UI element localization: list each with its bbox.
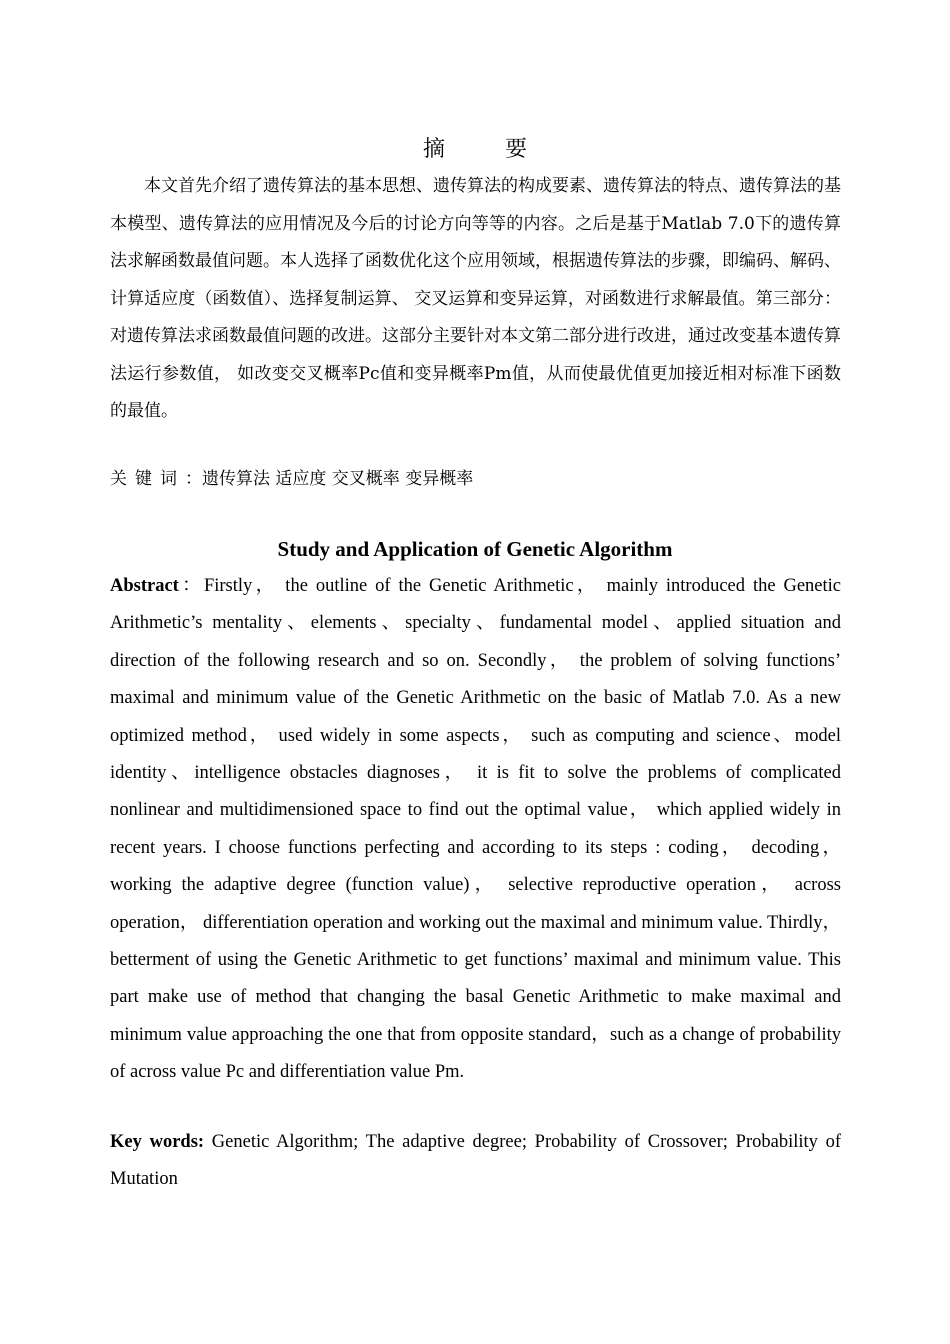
english-keywords-label: Key words: — [110, 1132, 205, 1152]
chinese-keywords — [110, 461, 841, 497]
chinese-keywords-list: 遗传算法 适应度 交叉概率 变异概率 — [202, 469, 474, 489]
english-abstract-body: Firstly， the outline of the Genetic Arithmetic， mainly introduced the Genetic Arithmetic’s mentality、elements、specialty、fundamental model、applied situation and direction of the following research and so on. Secondly， the problem of solving functions’ maximal and minimum value of the Genetic Arithmetic on the basic of Matlab 7.0. As a new optimized method， used widely in some aspects， such as computing and science、model identity、intelligence obstacles diagnoses， it is fit to solve the problems of complicated nonlinear and multidimensioned space to find out the optimal value， which applied widely in recent years. I choose functions perfecting and according to its steps : coding， decoding， working the adaptive degree (function value)， selective reproductive operation， across operation， differentiation operation and working out the maximal and minimum value. Thirdly， betterment of using the Genetic Arithmetic to get functions’ maximal and minimum value. This part make use of method that changing the basal Genetic Arithmetic to make maximal and minimum value approaching the one that from opposite standard，such as a change of probability of across value Pc and differentiation value Pm. — [110, 576, 841, 1083]
english-title: Study and Application of Genetic Algorithm — [277, 537, 673, 561]
chinese-keywords-label: 关键词 — [110, 469, 185, 489]
chinese-abstract-title: 摘要 — [422, 137, 587, 162]
english-keywords-list: Genetic Algorithm; The adaptive degree; Probability of Crossover; Probability of Mutation — [110, 1132, 842, 1190]
chinese-keywords-colon: ： — [185, 469, 202, 489]
english-abstract-label: Abstract — [110, 576, 179, 596]
english-abstract-colon: ： — [178, 576, 204, 596]
english-abstract — [110, 568, 841, 1092]
chinese-abstract-body: 本文首先介绍了遗传算法的基本思想、遗传算法的构成要素、遗传算法的特点、遗传算法的基本模型、遗传算法的应用情况及今后的讨论方向等等的内容。之后是基于Matlab 7.0下的遗传算法求解函数最值问题。本人选择了函数优化这个应用领域，根据遗传算法的步骤，即编码、解码、计算适应度（函数值）、选择复制运算、 交叉运算和变异运算，对函数进行求解最值。第三部分：对遗传算法求函数最值问题的改进。这部分主要针对本文第二部分进行改进，通过改变基本遗传算法运行参数值， 如改变交叉概率Pc值和变异概率Pm值，从而使最优值更加接近相对标准下函数的最值。 — [110, 176, 841, 421]
english-keywords — [110, 1124, 841, 1199]
